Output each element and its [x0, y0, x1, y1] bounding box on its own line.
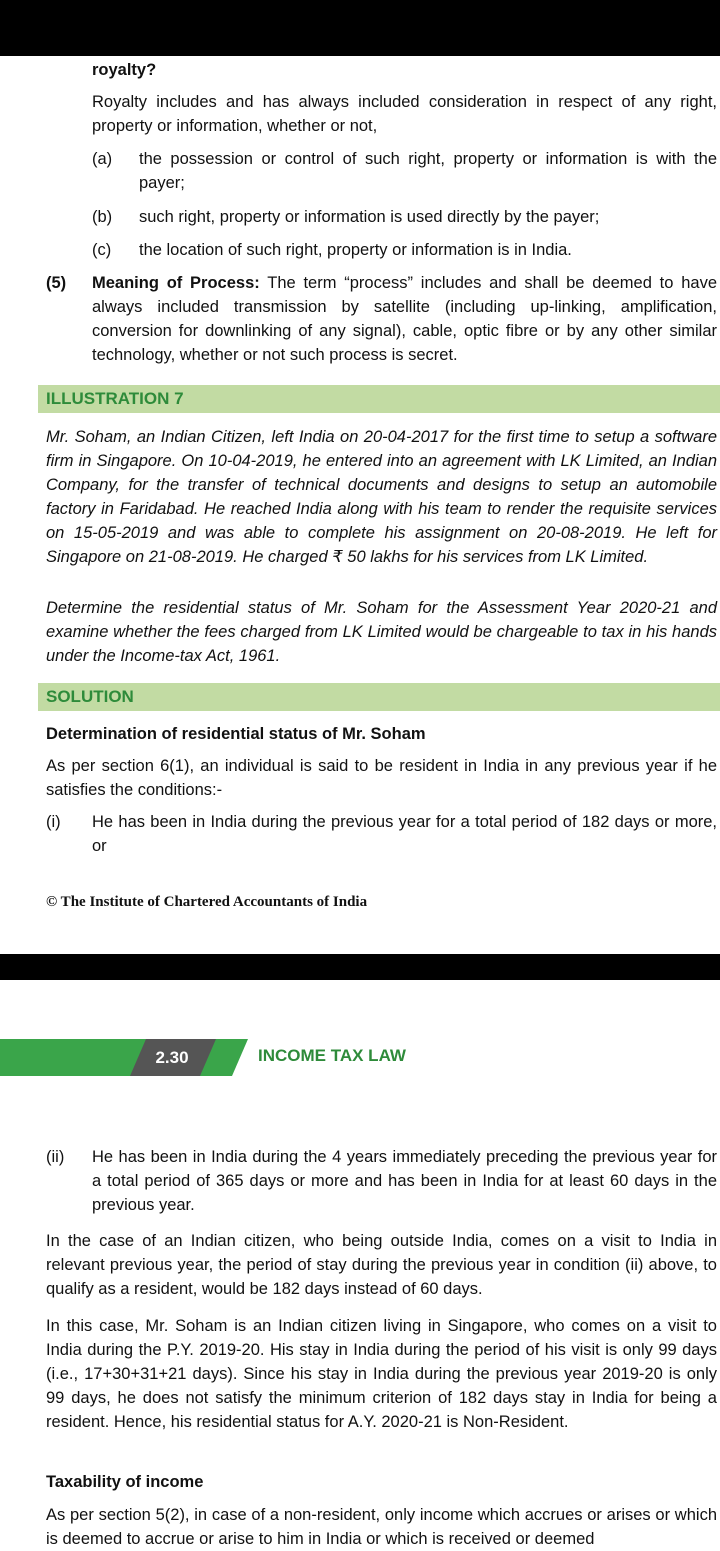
page-break-bar — [0, 954, 720, 980]
point5-paragraph — [92, 271, 717, 367]
item-a-text: the possession or control of such right, property or information is with the payer; — [139, 150, 717, 192]
para-case: In this case, Mr. Soham is an Indian citizen living in Singapore, who comes on a visit to India during the P.Y. 2019-20. His stay in India during the period of his visit is only 99 days (i.e., 17+30+31+21 days). Since his stay in India during the previous year 2019-20 is only 99 days, he does not satisfy the minimum criterion of 182 days stay in India for being a resident. Hence, his residential status for A.Y. 2020-21 is Non-Resident. — [46, 1317, 717, 1431]
solution-heading: SOLUTION — [38, 683, 720, 711]
footer-copyright: © The Institute of Chartered Accountants of India — [46, 894, 368, 910]
top-black-bar — [0, 0, 720, 56]
para-indian-citizen: In the case of an Indian citizen, who being outside India, comes on a visit to India in relevant previous year, the period of stay during the previous year in condition (ii) above, to qualify as a resident, would be 182 days instead of 60 days. — [46, 1232, 717, 1298]
illustration-para2: Determine the residential status of Mr. Soham for the Assessment Year 2020-21 and examine whether the fees charged from LK Limited would be chargeable to tax in his hands under the Income-tax Act, 1961. — [46, 599, 717, 665]
item-a-label: (a) — [92, 150, 113, 168]
cond2-text: He has been in India during the 4 years immediately preceding the previous year for a total period of 365 days or more and has been in India for at least 60 days in the previous year. — [92, 1148, 717, 1214]
taxability-text: As per section 5(2), in case of a non-resident, only income which accrues or arises or which is deemed to accrue or arise to him in India or which is received or deemed — [46, 1506, 717, 1548]
item-b-text: such right, property or information is used directly by the payer; — [139, 208, 600, 226]
cond1-label: (i) — [46, 813, 61, 831]
illustration-para1: Mr. Soham, an Indian Citizen, left India on 20-04-2017 for the first time to setup a software firm in Singapore. On 10-04-2019, he entered into an agreement with LK Limited, an Indian Company, for the transfer of technical documents and designs to setup an automobile factory in Faridabad. He reached India along with his team to render the requisite services on 15-05-2019 and was able to complete his assignment on 20-08-2019. He left for Singapore on 21-08-2019. He charged ₹ 50 lakhs for his services from LK Limited. — [46, 428, 717, 566]
cond1-text: He has been in India during the previous year for a total period of 182 days or more, or — [92, 813, 717, 855]
item-b-label: (b) — [92, 208, 113, 226]
point5-label: (5) — [46, 274, 67, 292]
chapter-title: INCOME TAX LAW — [258, 1046, 406, 1065]
taxability-heading: Taxability of income — [46, 1473, 204, 1491]
point5-bold: Meaning of Process: — [92, 274, 260, 292]
item-c-text: the location of such right, property or information is in India. — [139, 241, 572, 259]
item-c-label: (c) — [92, 241, 112, 259]
royalty-intro: Royalty includes and has always included consideration in respect of any right, property or information, whether or not, — [92, 93, 717, 135]
page-number: 2.30 — [155, 1048, 189, 1067]
solution-para1: As per section 6(1), an individual is said to be resident in India in any previous year if he satisfies the conditions:- — [46, 757, 717, 799]
royalty-heading-tail: royalty? — [92, 61, 157, 79]
illustration-heading: ILLUSTRATION 7 — [38, 385, 720, 413]
point5-text: The term “process” includes and shall be deemed to have always included transmission by satellite (including up-linking, amplification, conversion for downlinking of any signal), cable, optic fibre or by any other similar technology, whether or not such process is secret. — [92, 274, 717, 364]
solution-subheading: Determination of residential status of Mr. Soham — [46, 725, 426, 743]
cond2-label: (ii) — [46, 1148, 65, 1166]
